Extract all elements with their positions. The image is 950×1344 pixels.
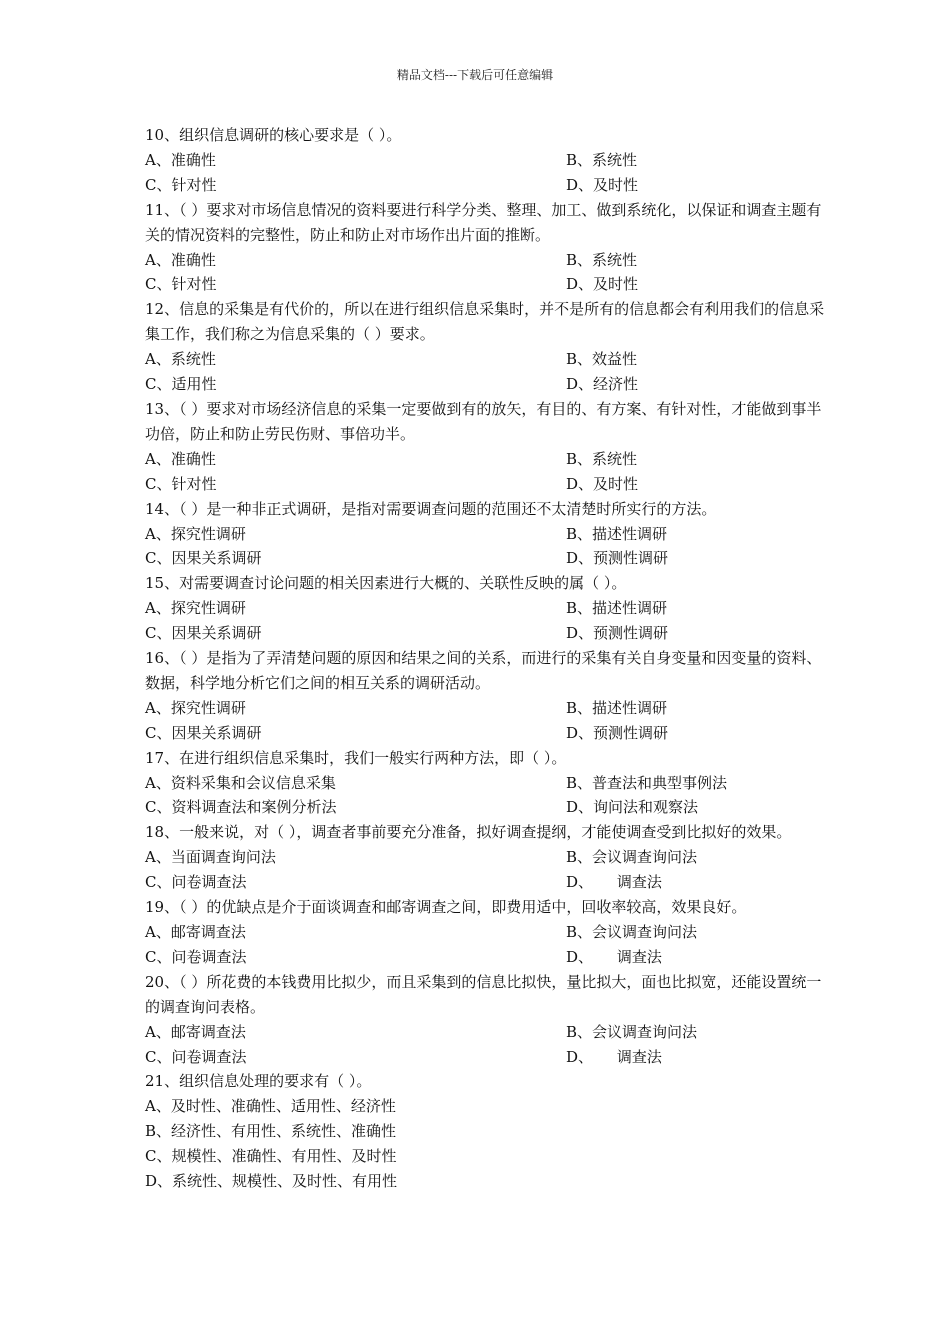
option-row bbox=[145, 472, 825, 497]
question-block bbox=[145, 820, 825, 895]
option-row bbox=[145, 372, 825, 397]
answer-option: B、描述性调研 bbox=[566, 524, 668, 543]
option-row bbox=[145, 870, 825, 895]
question-stem: 14、（ ）是一种非正式调研，是指对需要调查问题的范围还不太清楚时所实行的方法。 bbox=[145, 499, 717, 518]
answer-option: A、系统性 bbox=[145, 350, 216, 369]
answer-option: B、效益性 bbox=[566, 350, 638, 369]
option-row bbox=[145, 920, 825, 945]
option-row bbox=[145, 795, 825, 820]
answer-option: B、会议调查询问法 bbox=[566, 848, 698, 867]
question-block bbox=[145, 397, 825, 497]
answer-option: B、描述性调研 bbox=[566, 599, 668, 618]
answer-option: A、探究性调研 bbox=[145, 524, 246, 543]
option-row bbox=[145, 447, 825, 472]
answer-option: C、因果关系调研 bbox=[145, 723, 262, 742]
answer-option: A、邮寄调查法 bbox=[145, 923, 246, 941]
question-stem: 15、对需要调查讨论问题的相关因素进行大概的、关联性反映的属（ ）。 bbox=[145, 574, 627, 593]
option-row bbox=[145, 272, 825, 297]
question-stem: 20、（ ）所花费的本钱费用比拟少，而且采集到的信息比拟快，量比拟大，面也比拟宽，还能设置统一的调查询问表格。 bbox=[145, 972, 822, 1016]
answer-option: A、资料采集和会议信息采集 bbox=[145, 773, 336, 792]
answer-option: C、适用性 bbox=[145, 375, 217, 394]
answer-option: D、经济性 bbox=[566, 375, 639, 394]
question-stem: 12、信息的采集是有代价的，所以在进行组织信息采集时，并不是所有的信息都会有利用我们的信息采集工作，我们称之为信息采集的（ ）要求。 bbox=[145, 300, 825, 344]
option-row bbox=[145, 721, 825, 746]
question-block bbox=[145, 571, 825, 646]
answer-option: A、准确性 bbox=[145, 449, 216, 468]
answer-option: A、准确性 bbox=[145, 250, 216, 269]
answer-option: C、资料调查法和案例分析法 bbox=[145, 798, 337, 817]
question-block bbox=[145, 895, 825, 970]
option-row bbox=[145, 696, 825, 721]
option-row bbox=[145, 522, 825, 547]
answer-option: D、预测性调研 bbox=[566, 723, 669, 742]
option-row bbox=[145, 845, 825, 870]
option-row bbox=[145, 596, 825, 621]
answer-option: B、经济性、有用性、系统性、准确性 bbox=[145, 1122, 397, 1141]
option-row bbox=[145, 945, 825, 970]
question-block bbox=[145, 1069, 825, 1194]
answer-option: D、系统性、规模性、及时性、有用性 bbox=[145, 1172, 398, 1191]
question-block bbox=[145, 297, 825, 397]
question-block bbox=[145, 198, 825, 298]
option-row bbox=[145, 173, 825, 198]
answer-option: D、及时性 bbox=[566, 275, 639, 294]
question-stem: 17、在进行组织信息采集时，我们一般实行两种方法，即（ ）。 bbox=[145, 748, 567, 767]
answer-option: B、会议调查询问法 bbox=[566, 923, 698, 941]
question-stem: 13、（ ）要求对市场经济信息的采集一定要做到有的放矢，有目的、有方案、有针对性，才能做到事半功倍，防止和防止劳民伤财、事倍功半。 bbox=[145, 399, 822, 443]
question-stem: 16、（ ）是指为了弄清楚问题的原因和结果之间的关系，而进行的采集有关自身变量和因变量的资料、数据，科学地分析它们之间的相互关系的调研活动。 bbox=[145, 649, 822, 692]
answer-option: A、准确性 bbox=[145, 150, 216, 169]
option-row bbox=[145, 1020, 825, 1045]
option-row bbox=[145, 148, 825, 173]
question-block bbox=[145, 497, 825, 572]
answer-option: C、问卷调查法 bbox=[145, 947, 247, 966]
answer-option: B、会议调查询问法 bbox=[566, 1022, 698, 1041]
answer-option: D、 调查法 bbox=[566, 1047, 662, 1066]
answer-option: B、系统性 bbox=[566, 250, 638, 269]
answer-option: A、探究性调研 bbox=[145, 599, 246, 618]
answer-option: C、针对性 bbox=[145, 474, 217, 493]
question-block bbox=[145, 123, 825, 198]
answer-option: C、规模性、准确性、有用性、及时性 bbox=[145, 1147, 397, 1166]
answer-option: B、描述性调研 bbox=[566, 698, 668, 717]
option-row bbox=[145, 771, 825, 796]
option-row bbox=[145, 248, 825, 273]
option-row bbox=[145, 347, 825, 372]
answer-option: C、针对性 bbox=[145, 175, 217, 194]
question-stem: 19、（ ）的优缺点是介于面谈调查和邮寄调查之间，即费用适中，回收率较高，效果良好。 bbox=[145, 898, 747, 917]
answer-option: A、及时性、准确性、适用性、经济性 bbox=[145, 1097, 396, 1116]
option-row bbox=[145, 621, 825, 646]
question-list bbox=[145, 123, 825, 1194]
answer-option: D、 调查法 bbox=[566, 873, 662, 892]
option-row bbox=[145, 546, 825, 571]
answer-option: C、因果关系调研 bbox=[145, 624, 262, 643]
question-stem: 11、（ ）要求对市场信息情况的资料要进行科学分类、整理、加工、做到系统化，以保证和调查主题有关的情况资料的完整性，防止和防止对市场作出片面的推断。 bbox=[145, 200, 822, 244]
answer-option: C、问卷调查法 bbox=[145, 873, 247, 892]
option-row bbox=[145, 1045, 825, 1070]
question-stem: 21、组织信息处理的要求有（ ）。 bbox=[145, 1072, 372, 1091]
answer-option: D、预测性调研 bbox=[566, 549, 669, 568]
answer-option: A、邮寄调查法 bbox=[145, 1022, 246, 1041]
question-stem: 18、一般来说，对（ ），调查者事前要充分准备，拟好调查提纲，才能使调查受到比拟好的效果。 bbox=[145, 823, 792, 842]
answer-option: B、普查法和典型事例法 bbox=[566, 773, 728, 792]
answer-option: A、探究性调研 bbox=[145, 698, 246, 717]
question-block bbox=[145, 746, 825, 821]
answer-option: D、及时性 bbox=[566, 474, 639, 493]
answer-option: C、问卷调查法 bbox=[145, 1047, 247, 1066]
answer-option: A、当面调查询问法 bbox=[145, 848, 276, 867]
question-stem: 10、组织信息调研的核心要求是（ ）。 bbox=[145, 126, 402, 144]
question-block bbox=[145, 646, 825, 746]
answer-option: B、系统性 bbox=[566, 449, 638, 468]
question-block bbox=[145, 970, 825, 1070]
answer-option: D、预测性调研 bbox=[566, 624, 669, 643]
answer-option: B、系统性 bbox=[566, 150, 638, 169]
answer-option: C、因果关系调研 bbox=[145, 549, 262, 568]
answer-option: D、及时性 bbox=[566, 175, 639, 194]
page-header: 精品文档---下载后可任意编辑 bbox=[396, 68, 554, 82]
answer-option: C、针对性 bbox=[145, 275, 217, 294]
answer-option: D、 调查法 bbox=[566, 947, 662, 966]
answer-option: D、询问法和观察法 bbox=[566, 798, 699, 817]
